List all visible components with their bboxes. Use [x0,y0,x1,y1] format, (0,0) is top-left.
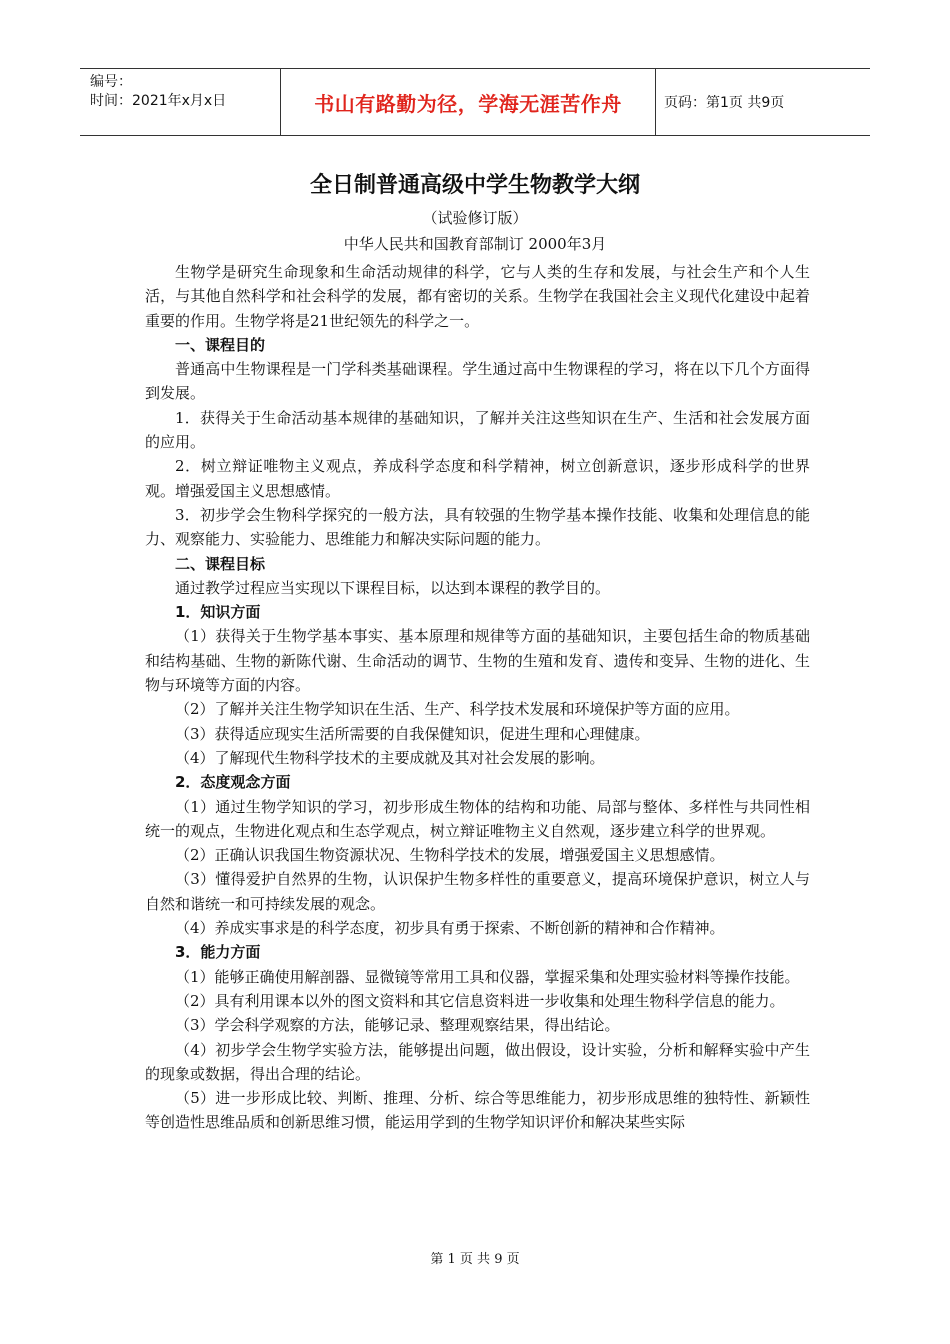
body-paragraph: （2）了解并关注生物学知识在生活、生产、科学技术发展和环境保护等方面的应用。 [175,700,740,719]
body-paragraph: 2．树立辩证唯物主义观点，养成科学态度和科学精神，树立创新意识，逐步形成科学的世界观。增强爱国主义思想感情。 [145,457,810,500]
body-paragraph: （4）养成实事求是的科学态度，初步具有勇于探索、不断创新的精神和合作精神。 [175,919,725,938]
header-motto: 书山有路勤为径，学海无涯苦作舟 [281,69,656,135]
header-meta [80,69,281,135]
section-heading: 二、课程目标 [175,554,266,573]
body-paragraph: 1．获得关于生命活动基本规律的基础知识，了解并关注这些知识在生产、生活和社会发展方面的应用。 [145,408,810,452]
body-paragraph: 普通高中生物课程是一门学科类基础课程。学生通过高中生物课程的学习，将在以下几个方面得到发展。 [145,360,810,403]
section-heading: 一、课程目的 [175,335,266,354]
document-issuer: 中华人民共和国教育部制订 2000年3月 [343,235,607,253]
body-paragraph: （4）了解现代生物科学技术的主要成就及其对社会发展的影响。 [175,748,605,767]
header-page-info: 页码：第1页 共9页 [664,95,785,111]
document-title: 全日制普通高级中学生物教学大纲 [309,173,640,198]
subsection-heading: 1．知识方面 [175,603,261,622]
subsection-heading: 2．态度观念方面 [175,773,291,792]
body-paragraph: （3）学会科学观察的方法，能够记录、整理观察结果，得出结论。 [175,1016,620,1035]
body-paragraph: （3）懂得爱护自然界的生物，认识保护生物多样性的重要意义，提高环境保护意识，树立人与自然和谐统一和可持续发展的观念。 [145,870,810,913]
body-paragraph: （2）具有利用课本以外的图文资料和其它信息资料进一步收集和处理生物科学信息的能力。 [175,991,785,1010]
page-footer: 第 1 页 共 9 页 [430,1252,520,1267]
subsection-heading: 3．能力方面 [175,943,261,962]
body-paragraph: （2）正确认识我国生物资源状况、生物科学技术的发展，增强爱国主义思想感情。 [175,846,725,865]
body-paragraph: （1）获得关于生物学基本事实、基本原理和规律等方面的基础知识，主要包括生命的物质基础和结构基础、生物的新陈代谢、生命活动的调节、生物的生殖和发育、遗传和变异、生物的进化、生物与环境等方面的内容。 [145,627,810,695]
document-body [145,260,810,1135]
body-paragraph: （3）获得适应现实生活所需要的自我保健知识，促进生理和心理健康。 [175,724,650,743]
body-paragraph: （1）能够正确使用解剖器、显微镜等常用工具和仪器，掌握采集和处理实验材料等操作技能。 [175,967,800,986]
body-paragraph: 通过教学过程应当实现以下课程目标，以达到本课程的教学目的。 [175,578,611,597]
body-paragraph: 3．初步学会生物科学探究的一般方法，具有较强的生物学基本操作技能、收集和处理信息的能力、观察能力、实验能力、思维能力和解决实际问题的能力。 [145,505,810,549]
intro-paragraph: 生物学是研究生命现象和生命活动规律的科学，它与人类的生存和发展，与社会生产和个人生活，与其他自然科学和社会科学的发展，都有密切的关系。生物学在我国社会主义现代化建设中起着重要的作用。生物学将是21世纪领先的科学之一。 [145,263,810,330]
page-header [80,68,870,136]
body-paragraph: （4）初步学会生物学实验方法，能够提出问题，做出假设，设计实验，分析和解释实验中产生的现象或数据，得出合理的结论。 [145,1040,810,1083]
document-date: 时间：2021年x月x日 [90,93,227,109]
body-paragraph: （1）通过生物学知识的学习，初步形成生物体的结构和功能、局部与整体、多样性与共同性相统一的观点，生物进化观点和生态学观点，树立辩证唯物主义自然观，逐步建立科学的世界观。 [145,797,810,840]
document-subtitle: （试验修订版） [422,209,528,227]
body-paragraph: （5）进一步形成比较、判断、推理、分析、综合等思维能力，初步形成思维的独特性、新颖性等创造性思维品质和创新思维习惯，能运用学到的生物学知识评价和解决某些实际 [145,1089,810,1132]
document-number-label: 编号： [90,74,132,90]
